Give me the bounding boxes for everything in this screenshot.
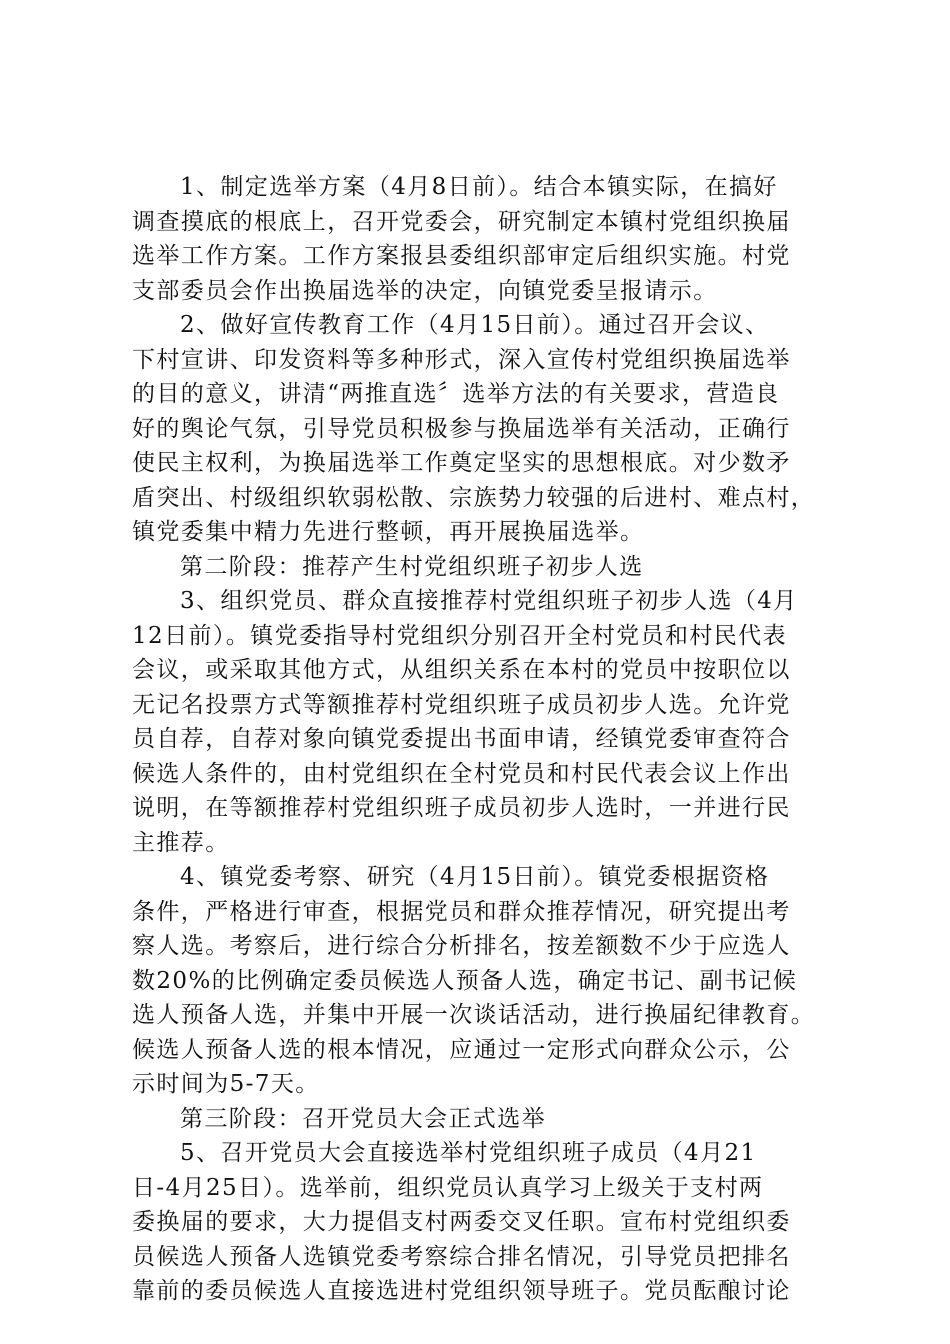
text-line: 示时间为5-7天。 <box>132 1071 320 1097</box>
text-line: 日-4月25日）。选举前，组织党员认真学习上级关于支村两 <box>132 1174 764 1201</box>
text-line: 无记名投票方式等额推荐村党组织班子成员初步人选。允许党 <box>132 691 791 718</box>
text-line: 靠前的委员候选人直接选进村党组织领导班子。党员酝酿讨论 <box>132 1278 791 1304</box>
text-line: 支部委员会作出换届选举的决定，向镇党委呈报请示。 <box>132 277 718 304</box>
text-line: 员候选人预备人选镇党委考察综合排名情况，引导党员把排名 <box>132 1243 791 1270</box>
text-line: 察人选。考察后，进行综合分析排名，按差额数不少于应选人 <box>132 933 791 959</box>
text-line: 会议，或采取其他方式，从组织关系在本村的党员中按职位以 <box>132 657 791 683</box>
text-line: 4、镇党委考察、研究（4月15日前）。镇党委根据资格 <box>180 864 770 890</box>
text-line: 选举工作方案。工作方案报县委组织部审定后组织实施。村党 <box>132 243 791 269</box>
text-line: 好的舆论气氛，引导党员积极参与换届选举有关活动，正确行 <box>132 415 791 442</box>
text-line: 调查摸底的根底上，召开党委会，研究制定本镇村党组织换届 <box>132 208 791 235</box>
text-line: 说明，在等额推荐村党组织班子成员初步人选时，一并进行民 <box>132 795 791 821</box>
text-line: 委换届的要求，大力提倡支村两委交叉任职。宣布村党组织委 <box>132 1209 791 1235</box>
text-line: 12日前）。镇党委指导村党组织分别召开全村党员和村民代表 <box>132 622 787 649</box>
text-line: 候选人预备人选的根本情况，应通过一定形式向群众公示，公 <box>132 1036 791 1063</box>
text-line: 5、召开党员大会直接选举村党组织班子成员（4月21 <box>180 1140 757 1166</box>
text-line: 候选人条件的，由村党组织在全村党员和村民代表会议上作出 <box>132 760 791 787</box>
text-line: 数20%的比例确定委员候选人预备人选，确定书记、副书记候 <box>132 967 798 994</box>
text-line: 1、制定选举方案（4月8日前）。结合本镇实际，在搞好 <box>180 174 778 200</box>
text-line: 的目的意义，讲清“两推直选〞选举方法的有关要求，营造良 <box>132 381 780 407</box>
text-line: 镇党委集中精力先进行整顿，再开展换届选举。 <box>132 519 645 545</box>
text-line: 主推荐。 <box>132 829 230 856</box>
text-line: 员自荐，自荐对象向镇党委提出书面申请，经镇党委审查符合 <box>132 726 791 752</box>
text-line: 第二阶段：推荐产生村党组织班子初步人选 <box>180 553 644 580</box>
text-line: 盾突出、村级组织软弱松散、宗族势力较强的后进村、难点村， <box>132 484 816 511</box>
text-line: 条件，严格进行审查，根据党员和群众推荐情况，研究提出考 <box>132 898 791 925</box>
text-line: 选人预备人选，并集中开展一次谈话活动，进行换届纪律教育。 <box>132 1002 816 1028</box>
text-line: 3、组织党员、群众直接推荐村党组织班子初步人选（4月 <box>180 588 798 614</box>
text-line: 2、做好宣传教育工作（4月15日前）。通过召开会议、 <box>180 312 770 338</box>
text-line: 使民主权利，为换届选举工作奠定坚实的思想根底。对少数矛 <box>132 450 791 476</box>
text-line: 下村宣讲、印发资料等多种形式，深入宣传村党组织换届选举 <box>132 346 791 373</box>
document-body <box>132 170 828 1309</box>
text-line: 第三阶段：召开党员大会正式选举 <box>180 1105 546 1132</box>
